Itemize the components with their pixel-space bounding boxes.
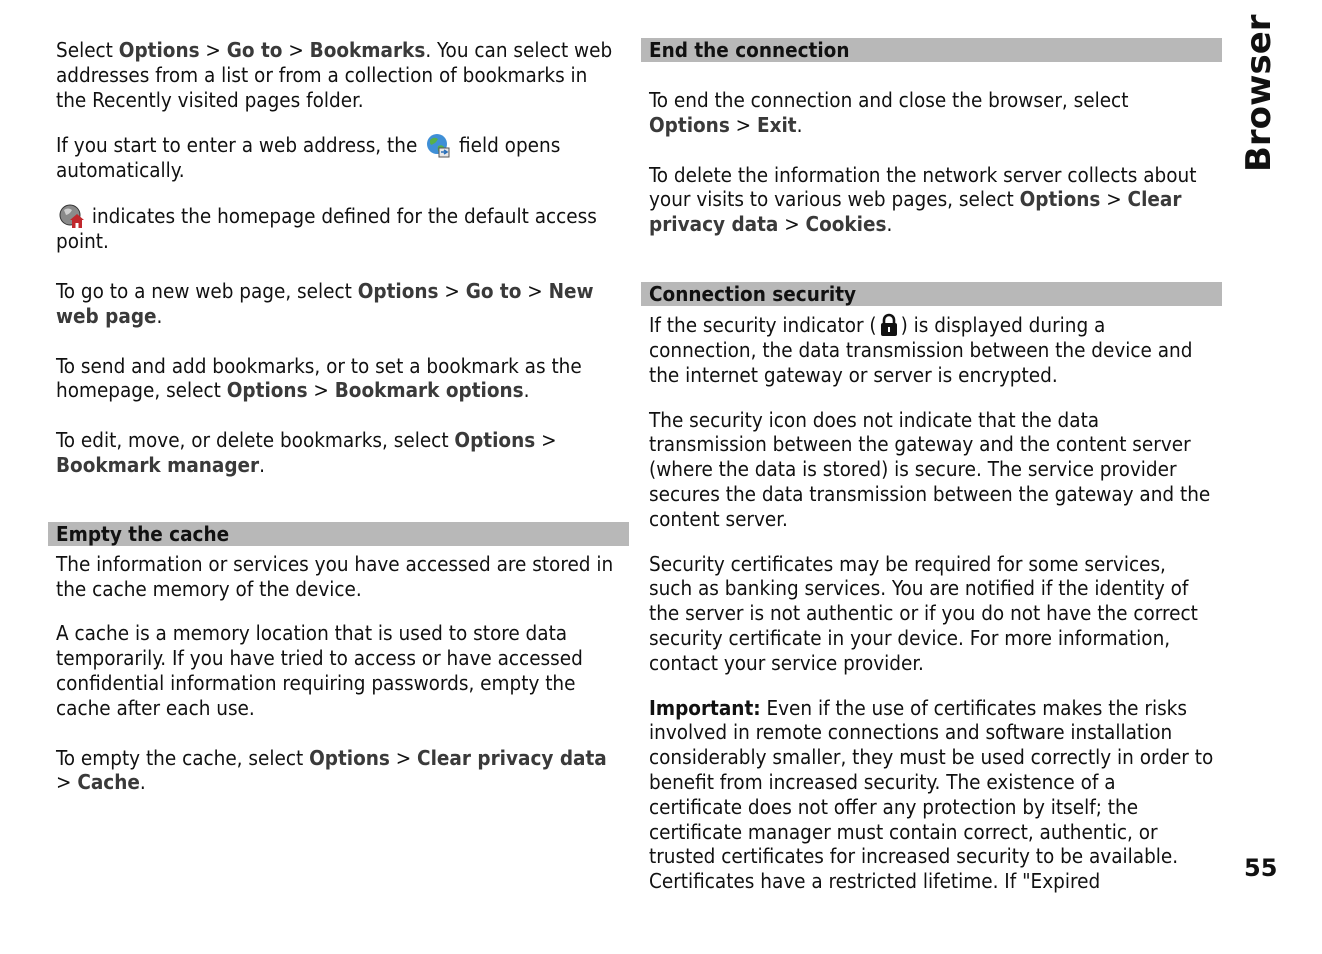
paragraph-security-icon-note: The security icon does not indicate that the data transmission between the gateway and the content server (where the data is stored) is secure. The service provider secures the data transmission between the gateway and the content server. <box>649 407 1211 531</box>
right-column <box>649 38 1214 894</box>
paragraph-security-certificates: Security certificates may be required for some services, such as banking services. You are notified if the identity of the server is not authentic or if you do not have the correct security certificate in your device. For more information, contact your service provider. <box>649 551 1198 675</box>
menu-exit: Exit <box>756 112 797 137</box>
menu-options: Options <box>226 378 308 403</box>
heading-connection-security: Connection security <box>641 282 1222 306</box>
paragraph-new-web-page: To go to a new web page, select Options > Go to > New web page. <box>56 278 594 328</box>
important-label: Important: <box>649 695 761 720</box>
menu-go-to: Go to <box>226 38 283 62</box>
menu-clear-privacy-data: Clear privacy data <box>417 745 607 770</box>
paragraph-clear-cookies: To delete the information the network server collects about your visits to various web pages, select Options > Clear privacy data > Cookies. <box>649 162 1197 237</box>
menu-clear-privacy-data: Clear privacy data <box>649 187 1182 237</box>
globe-address-icon <box>425 132 451 158</box>
section-side-title: Browser <box>1239 14 1279 172</box>
menu-cookies: Cookies <box>805 212 887 237</box>
paragraph-bookmark-options: To send and add bookmarks, or to set a bookmark as the homepage, select Options > Bookmark options. <box>56 353 582 403</box>
paragraph-end-connection: To end the connection and close the browser, select Options > Exit. <box>649 88 1129 137</box>
menu-bookmark-options: Bookmark options <box>334 378 524 403</box>
menu-options: Options <box>454 428 536 453</box>
page-number: 55 <box>1244 854 1278 882</box>
menu-options: Options <box>309 745 390 770</box>
paragraph-important: Important: Even if the use of certificates makes the risks involved in remote connections and software installation considerably smaller, they must be used correctly in order to benefit from increased security. The existence of a certificate does not offer any protection by itself; the certificate manager must contain correct, authentic, or trusted certificates for increased security to be available. Certificates have a restricted lifetime. If "Expired <box>649 695 1214 894</box>
menu-options: Options <box>118 38 200 62</box>
menu-go-to: Go to <box>465 278 522 303</box>
menu-bookmarks: Bookmarks <box>309 38 426 62</box>
paragraph-empty-cache: To empty the cache, select Options > Clear privacy data > Cache. <box>56 745 607 795</box>
paragraph-cache-info: The information or services you have accessed are stored in the cache memory of the device. <box>56 551 614 601</box>
paragraph-cache-definition: A cache is a memory location that is used to store data temporarily. If you have tried to access or have accessed confidential information requiring passwords, empty the cache after each use. <box>56 621 583 720</box>
menu-options: Options <box>649 112 730 137</box>
paragraph-security-indicator: If the security indicator ( ) is displayed during a connection, the data transmission between the device and the internet gateway or server is encrypted. <box>649 312 1193 387</box>
paragraph-select-bookmarks: Select Options > Go to > Bookmarks. You can select web addresses from a list or from a collection of bookmarks in the Recently visited pages folder. <box>56 38 613 112</box>
homepage-icon <box>58 203 84 229</box>
paragraph-web-address: If you start to enter a web address, the field opens automatically. <box>56 133 561 183</box>
menu-cache: Cache <box>77 770 140 795</box>
left-column <box>56 38 621 795</box>
menu-new-web-page: New web page <box>56 278 594 328</box>
heading-end-connection: End the connection <box>641 38 1222 62</box>
menu-bookmark-manager: Bookmark manager <box>56 452 260 477</box>
lock-icon <box>877 312 901 338</box>
heading-empty-cache: Empty the cache <box>48 522 629 546</box>
menu-options: Options <box>357 278 439 303</box>
paragraph-homepage: indicates the homepage defined for the default access point. <box>56 204 597 254</box>
menu-options: Options <box>1019 187 1101 212</box>
paragraph-bookmark-manager: To edit, move, or delete bookmarks, select Options > Bookmark manager. <box>56 428 557 477</box>
